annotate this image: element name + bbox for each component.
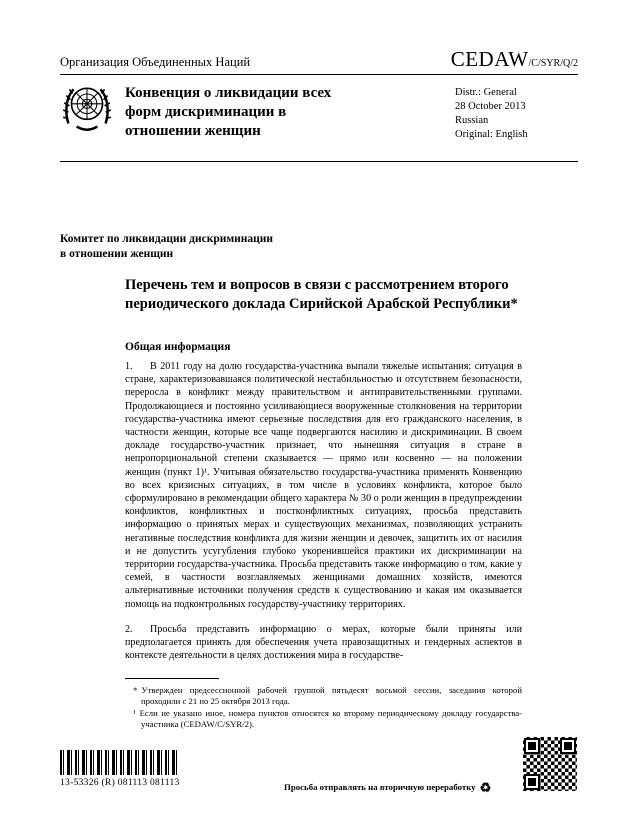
footnote-asterisk-marker: *	[133, 685, 138, 696]
header-rule	[60, 74, 578, 75]
document-number: 13-53326 (R) 081113 081113	[60, 778, 180, 788]
qr-finder-top-right	[560, 738, 576, 754]
paragraph-1-number: 1.	[125, 361, 133, 372]
paragraph-2-text: Просьба представить информацию о мерах, которые были приняты или предполагается принять для обеспечения учета правозащитных и гендерных аспектов в контексте деятельности в целях достижения мира в государстве-	[125, 623, 522, 662]
qr-code	[523, 737, 577, 791]
doc-symbol	[451, 47, 578, 72]
distribution-block	[455, 86, 528, 142]
footnote-1	[125, 708, 522, 730]
qr-finder-top-left	[524, 738, 540, 754]
org-name: Организация Объединенных Наций	[60, 55, 251, 69]
masthead-rule	[60, 161, 578, 162]
paragraph-2-number: 2.	[125, 623, 133, 635]
footnote-asterisk-text: Утвержден предсессионной рабочей группой пятьдесят восьмой сессии, заседания которой проходили с 21 по 25 октября 2013 года.	[141, 685, 522, 707]
footnote-1-marker: ¹	[133, 708, 136, 719]
committee-heading	[60, 232, 273, 261]
footnote-separator	[125, 678, 219, 679]
un-emblem-icon	[58, 80, 116, 138]
paragraph-1	[125, 360, 522, 611]
body-text	[125, 360, 522, 731]
document-title: Перечень тем и вопросов в связи с рассмотрением второго периодического доклада Сирийской Арабской Республики*	[125, 277, 518, 312]
recycle-notice	[284, 780, 491, 796]
committee-line-2: в отношении женщин	[60, 247, 174, 260]
date-line: 28 October 2013	[455, 101, 526, 112]
barcode	[60, 750, 180, 775]
paragraph-1-text: В 2011 году на долю государства-участника выпали тяжелые испытания: ситуация в стране, характеризовавшаяся политической нестабильностью и отсутствием безопасности, переросла в конфликт между правительством и антиправительственными группами. Продолжающиеся и постоянно усиливающиеся вооруженные столкновения на территории государства-участника имеют серьезные последствия для его гражданского населения, в частности женщин, которые все чаще подвергаются насилию и дискриминации. В своем докладе государство-участник признает, что нынешняя ситуация в стране в непропорциональной степени сказывается — прямо или косвенно — на положении женщин (пункт 1)¹. Учитывая обязательство государства-участника применять Конвенцию во всех кризисных ситуациях, в том числе в условиях конфликта, которое было сформулировано в рекомендации общего характера № 30 о роли женщин в предупреждении конфликтов, конфликтных и постконфликтных ситуациях, просьба представить информацию о принятых мерах и существующих механизмах, позволяющих устранить негативные последствия конфликта для жизни женщин и девочек, защитить их от насилия и не допустить усугубления глубоко укоренившейся практики их дискриминации на территории государства-участника. Просьба представить также информацию о том, какие у семей, в частности возглавляемых женщинами домашних хозяйств, имеются альтернативные источники получения средств к существованию и какая им оказывается помощь на подконтрольных государству-участнику территориях.	[125, 361, 522, 610]
convention-title: Конвенция о ликвидации всех форм дискриминации в отношении женщин	[125, 85, 332, 139]
doc-symbol-main: CEDAW	[450, 47, 529, 71]
original-line: Original: English	[455, 129, 528, 140]
footnote-1-text: Если не указано иное, номера пунктов относятся ко второму периодическому докладу государства-участника (CEDAW/C/SYR/2).	[139, 708, 522, 730]
footnote-asterisk	[125, 685, 522, 707]
distr-line: Distr.: General	[455, 87, 517, 98]
committee-line-1: Комитет по ликвидации дискриминации	[60, 233, 274, 245]
qr-finder-bottom-left	[524, 774, 540, 790]
section-heading: Общая информация	[125, 341, 231, 353]
doc-symbol-suffix: /C/SYR/Q/2	[528, 58, 578, 69]
language-line: Russian	[455, 115, 489, 126]
paragraph-2	[125, 623, 522, 663]
recycle-icon: ♻	[479, 780, 492, 795]
recycle-text: Просьба отправлять на вторичную переработку	[284, 782, 476, 792]
